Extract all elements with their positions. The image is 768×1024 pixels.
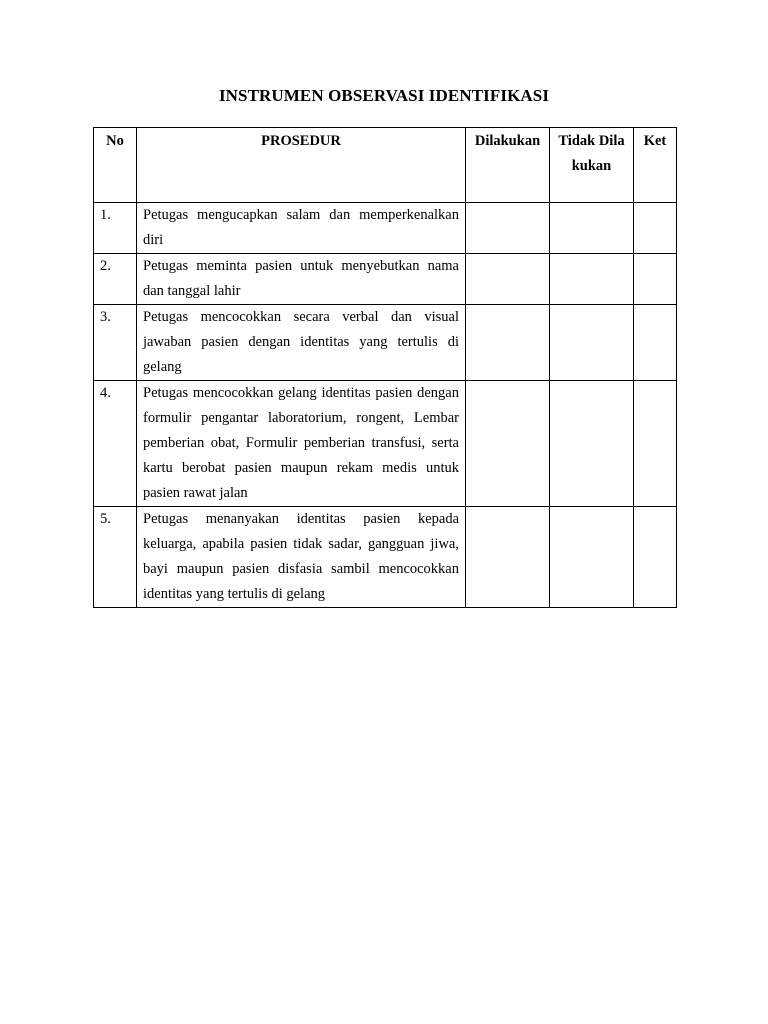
tidak-dilakukan-cell[interactable] [550, 203, 634, 254]
procedure-text: Petugas mencocokkan gelang identitas pasien dengan formulir pengantar laboratorium, rongent, Lembar pemberian obat, Formulir pemberian transfusi, serta kartu berobat pasien maupun rekam medis untuk pasien rawat jalan [137, 381, 466, 507]
tidak-dilakukan-cell[interactable] [550, 507, 634, 608]
observation-table [93, 127, 677, 608]
document-title: INSTRUMEN OBSERVASI IDENTIFIKASI [218, 86, 550, 105]
procedure-text: Petugas mengucapkan salam dan memperkenalkan diri [137, 203, 466, 254]
ket-cell[interactable] [634, 254, 677, 305]
tidak-dilakukan-cell[interactable] [550, 254, 634, 305]
row-number: 2. [94, 254, 137, 305]
row-number: 5. [94, 507, 137, 608]
dilakukan-cell[interactable] [466, 305, 550, 381]
table-header-row [94, 128, 677, 203]
row-number: 3. [94, 305, 137, 381]
ket-cell[interactable] [634, 305, 677, 381]
header-tidak-dilakukan [550, 128, 634, 203]
table-row [94, 381, 677, 507]
ket-cell[interactable] [634, 381, 677, 507]
row-number: 4. [94, 381, 137, 507]
table-row [94, 507, 677, 608]
ket-cell[interactable] [634, 203, 677, 254]
dilakukan-cell[interactable] [466, 507, 550, 608]
dilakukan-cell[interactable] [466, 381, 550, 507]
procedure-text: Petugas meminta pasien untuk menyebutkan nama dan tanggal lahir [137, 254, 466, 305]
procedure-text: Petugas mencocokkan secara verbal dan visual jawaban pasien dengan identitas yang tertulis di gelang [137, 305, 466, 381]
tidak-dilakukan-cell[interactable] [550, 381, 634, 507]
procedure-text: Petugas menanyakan identitas pasien kepada keluarga, apabila pasien tidak sadar, gangguan jiwa, bayi maupun pasien disfasia sambil mencocokkan identitas yang tertulis di gelang [137, 507, 466, 608]
header-no: No [94, 128, 137, 203]
header-ket: Ket [634, 128, 677, 203]
tidak-dilakukan-cell[interactable] [550, 305, 634, 381]
dilakukan-cell[interactable] [466, 203, 550, 254]
table-row [94, 254, 677, 305]
table-row [94, 305, 677, 381]
header-tidak-dilakukan-label: Tidak Dilakukan [558, 133, 625, 174]
ket-cell[interactable] [634, 507, 677, 608]
table-row [94, 203, 677, 254]
header-dilakukan: Dilakukan [466, 128, 550, 203]
dilakukan-cell[interactable] [466, 254, 550, 305]
row-number: 1. [94, 203, 137, 254]
header-prosedur: PROSEDUR [137, 128, 466, 203]
